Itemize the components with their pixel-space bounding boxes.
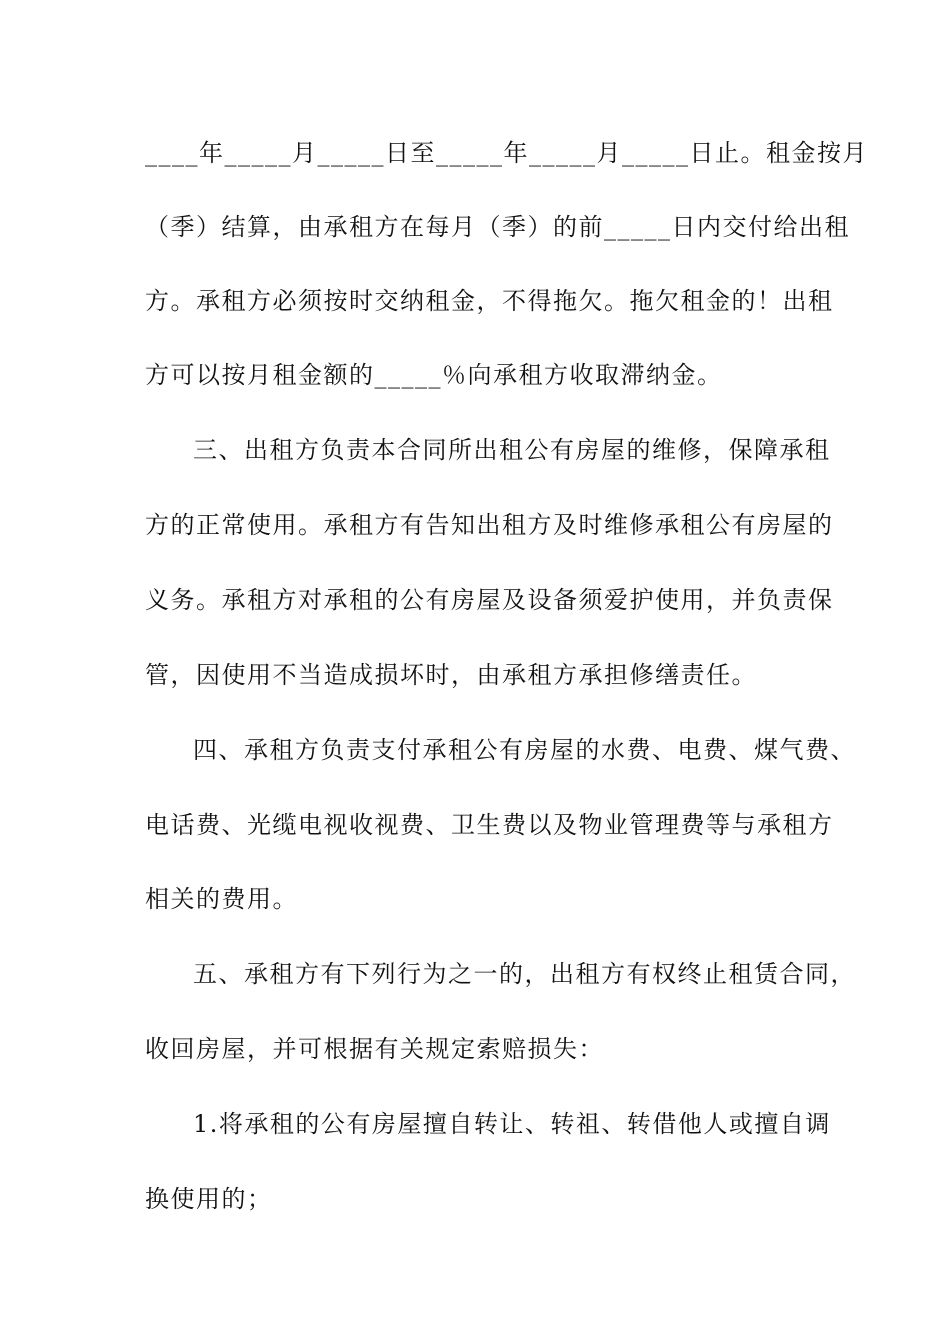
section-three-heading-line: 三、出租方负责本合同所出租公有房屋的维修，保障承租 bbox=[193, 436, 831, 464]
text-line-13: 收回房屋，并可根据有关规定索赔损失： bbox=[145, 1035, 604, 1063]
list-item-1-line: 1.将承租的公有房屋擅自转让、转祖、转借他人或擅自调 bbox=[193, 1110, 831, 1138]
section-five-heading-line: 五、承租方有下列行为之一的，出租方有权终止租赁合同， bbox=[193, 960, 856, 988]
text-line-11: 相关的费用。 bbox=[145, 885, 298, 913]
text-line-2: （季）结算，由承租方在每月（季）的前_____日内交付给出租 bbox=[145, 213, 850, 241]
text-line-7: 义务。承租方对承租的公有房屋及设备须爱护使用，并负责保 bbox=[145, 586, 834, 614]
section-four-heading-line: 四、承租方负责支付承租公有房屋的水费、电费、煤气费、 bbox=[193, 736, 856, 764]
text-line-10: 电话费、光缆电视收视费、卫生费以及物业管理费等与承租方 bbox=[145, 811, 834, 839]
text-line-6: 方的正常使用。承租方有告知出租方及时维修承租公有房屋的 bbox=[145, 511, 834, 539]
text-line-1: ____年_____月_____日至_____年_____月_____日止。租金按月 bbox=[145, 139, 868, 167]
text-line-15: 换使用的； bbox=[145, 1185, 273, 1213]
text-line-4: 方可以按月租金额的_____％向承租方收取滞纳金。 bbox=[145, 361, 723, 389]
text-line-8: 管，因使用不当造成损坏时，由承租方承担修缮责任。 bbox=[145, 661, 757, 689]
text-line-3: 方。承租方必须按时交纳租金，不得拖欠。拖欠租金的！出租 bbox=[145, 287, 834, 315]
